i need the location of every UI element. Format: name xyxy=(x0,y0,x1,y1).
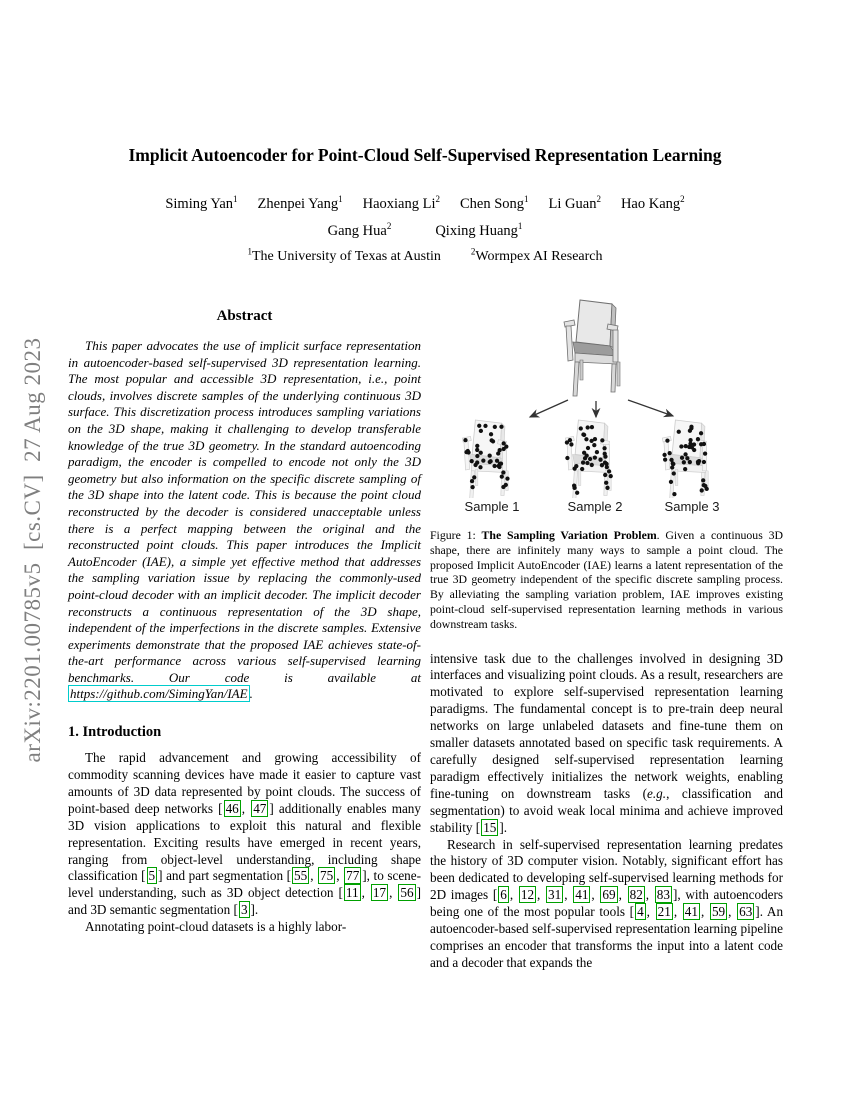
author xyxy=(328,223,392,239)
sample-label-1: Sample 1 xyxy=(464,499,520,514)
author-list-line2 xyxy=(0,223,850,240)
text-segment: Research in self-supervised representation learning predates the history of 3D computer vision. Notably, significant effort has been dedicated to developing self-supervised learning methods for 2D images [ xyxy=(430,836,783,903)
affiliation xyxy=(470,246,603,264)
citation-link[interactable]: 41 xyxy=(575,887,589,903)
arrow-icon xyxy=(628,400,673,416)
citation-link[interactable]: 56 xyxy=(400,885,414,901)
source-chair-illustration xyxy=(564,300,620,396)
affiliation-name: Wormpex AI Research xyxy=(475,249,603,264)
arrow-icon xyxy=(530,400,568,417)
right-paragraph-1 xyxy=(430,651,783,837)
text-segment: , xyxy=(310,868,318,884)
citation-link[interactable]: 55 xyxy=(294,868,308,884)
citation-link[interactable]: 17 xyxy=(372,885,387,901)
sample-chair-3 xyxy=(662,420,709,498)
citation-link[interactable]: 15 xyxy=(483,819,497,835)
author-list-line1 xyxy=(0,196,850,213)
right-column xyxy=(430,298,783,972)
author-name: Chen Song xyxy=(459,196,525,212)
author-name: Li Guan xyxy=(548,196,597,212)
affiliation-superscript: 1 xyxy=(247,246,252,257)
right-paragraph-2 xyxy=(430,837,783,972)
text-segment: , xyxy=(564,887,573,903)
affiliation-superscript: 2 xyxy=(470,246,476,257)
left-column xyxy=(68,300,421,936)
citation-link[interactable]: 12 xyxy=(520,887,535,903)
abstract-heading: Abstract xyxy=(216,308,273,324)
figure-caption xyxy=(430,528,783,632)
author xyxy=(435,223,522,239)
author-name: Zhenpei Yang xyxy=(257,196,339,212)
author-superscript: 1 xyxy=(233,194,238,205)
text-segment: , xyxy=(509,887,518,903)
text-segment: The rapid advancement and growing accessibility of commodity scanning devices have made it easier to capture vast amounts of 3D data represented by point clouds. The success of point-based deep networks [ xyxy=(68,750,421,816)
text-segment: , xyxy=(646,904,655,920)
author-name: Gang Hua xyxy=(327,223,387,239)
text-segment: Annotating point-cloud datasets is a highly labor- xyxy=(85,919,347,935)
citation-link[interactable]: 41 xyxy=(684,904,698,920)
author xyxy=(363,196,440,212)
text-segment: ] and 3D semantic segmentation [ xyxy=(68,885,422,918)
sample-label-3: Sample 3 xyxy=(664,499,720,514)
citation-link[interactable]: 63 xyxy=(739,904,753,920)
text-segment: This paper advocates the use of implicit surface representation in autoencoder-based self-supervised 3D representation learning. The most popular and accessible 3D representation, i.e., point clouds, involves discrete samples of the underlying continuous 3D surface. This discretization process introduces sampling variations on the 3D shape, making it challenging to develop transferable knowledge of the true 3D geometry. In the standard autoencoding paradigm, the encoder is compelled to encode not only the 3D geometry but also information on the specific discrete sampling of the 3D shape into the latent code. This is because the point cloud reconstructed by the decoder is considered unacceptable unless there is a perfect mapping between the original and the reconstructed point clouds. This paper introduces the Implicit AutoEncoder (IAE), a simple yet effective method that addresses the sampling variation issue by replacing the commonly-used point-cloud decoder with an implicit decoder. The implicit decoder reconstructs a continuous representation of the 3D shape, independent of the imperfections in the discrete samples. Extensive experiments demonstrate that the proposed IAE achieves state-of-the-art performance across various self-supervised learning benchmarks. Our code is available at xyxy=(68,338,421,685)
text-segment: ], with autoencoders being one of the most popular tools [ xyxy=(430,887,784,920)
text-segment: ] additionally enables many 3D vision applications to exploit this natural and flexible representation. Exciting results have emerged in recent years, ranging from object-level understanding, including shape classification [ xyxy=(68,800,421,884)
author xyxy=(165,196,237,212)
citation-link[interactable]: 59 xyxy=(711,904,726,920)
text-segment: , xyxy=(336,868,344,884)
sample-labels-row xyxy=(430,499,783,519)
author-name: Hao Kang xyxy=(620,196,681,212)
text-segment: ]. An autoencoder-based self-supervised representation learning pipeline comprises an encoder that transforms the input into a latent code and a decoder that expands the xyxy=(430,904,784,970)
citation-link[interactable]: 75 xyxy=(320,868,334,884)
author-superscript: 2 xyxy=(386,221,392,232)
text-segment: , xyxy=(618,887,627,903)
text-segment: . Given a continuous 3D shape, there are infinitely many ways to sample a point cloud. The proposed Implicit AutoEncoder (IAE) learns a latent representation of the true 3D geometry independent of the specific discrete sampling process. By alleviating the sampling variation problem, IAE improves existing point-cloud self-supervised representation learning methods in various downstream tasks. xyxy=(430,528,783,631)
text-segment: intensive task due to the challenges involved in designing 3D interfaces and visualizing point clouds. As a result, researchers are motivated to explore self-supervised representation learning paradigms. The fundamental concept is to pre-train deep neural networks on large unlabeled datasets and fine-tune them on smaller datasets annotated based on specific task requirements. A carefully designed self-supervised representation learning paradigm effectively initializes the network weights, enabling fine-tuning on downstream tasks ( xyxy=(430,650,783,801)
author-superscript: 2 xyxy=(435,194,440,205)
text-segment: e.g. xyxy=(647,785,667,801)
text-segment: , xyxy=(673,904,682,920)
citation-link[interactable]: 46 xyxy=(225,800,239,816)
text-segment: ] and part segmentation [ xyxy=(158,868,291,884)
author-superscript: 1 xyxy=(524,194,529,205)
citation-link[interactable]: 47 xyxy=(253,800,267,816)
author-name: Haoxiang Li xyxy=(362,196,436,212)
text-segment: , xyxy=(241,800,251,816)
text-segment: , xyxy=(591,887,600,903)
author-superscript: 1 xyxy=(338,194,343,205)
author xyxy=(549,196,601,212)
author-superscript: 1 xyxy=(517,221,523,232)
section-heading-introduction: 1. Introduction xyxy=(68,724,162,741)
text-segment: , xyxy=(645,887,654,903)
citation-link[interactable]: 83 xyxy=(656,887,670,903)
author-superscript: 2 xyxy=(596,194,601,205)
sample-chair-1 xyxy=(462,420,509,498)
citation-link[interactable]: 11 xyxy=(345,885,359,901)
text-segment: , xyxy=(728,904,737,920)
text-segment: ]. xyxy=(499,819,508,835)
arxiv-watermark: arXiv:2201.00785v5 [cs.CV] 27 Aug 2023 xyxy=(20,337,45,763)
citation-link[interactable]: 21 xyxy=(657,904,671,920)
figure-1 xyxy=(430,298,783,520)
text-segment: , xyxy=(389,885,398,901)
affiliation-name: The University of Texas at Austin xyxy=(251,249,441,264)
author xyxy=(258,196,343,212)
author xyxy=(621,196,685,212)
citation-link[interactable]: 77 xyxy=(346,868,360,884)
text-segment: Figure 1: xyxy=(430,528,482,542)
text-segment: . xyxy=(249,686,253,702)
affiliation xyxy=(247,246,441,264)
citation-link[interactable]: 3 xyxy=(240,902,248,918)
citation-link[interactable]: 5 xyxy=(148,868,156,884)
affiliation-line xyxy=(0,246,850,265)
citation-link[interactable]: 69 xyxy=(602,887,616,903)
author xyxy=(460,196,529,212)
citation-link[interactable]: 31 xyxy=(548,887,562,903)
paper-title: Implicit Autoencoder for Point-Cloud Self-Supervised Representation Learning xyxy=(128,145,722,165)
intro-paragraph-1 xyxy=(68,750,421,919)
sample-label-2: Sample 2 xyxy=(567,499,623,514)
text-segment: ]. xyxy=(250,902,259,918)
author-name: Qixing Huang xyxy=(435,223,518,239)
intro-paragraph-2 xyxy=(68,919,421,936)
sample-chair-2 xyxy=(565,420,613,498)
citation-link[interactable]: 82 xyxy=(629,887,643,903)
citation-link[interactable]: 6 xyxy=(500,887,507,903)
code-url-link[interactable]: https://github.com/SimingYan/IAE xyxy=(70,686,248,702)
citation-link[interactable]: 4 xyxy=(637,904,644,920)
text-segment: , xyxy=(700,904,709,920)
text-segment: ], to scene-level understanding, such as 3D object detection [ xyxy=(68,868,422,901)
text-segment: , xyxy=(361,885,370,901)
text-segment: The Sampling Variation Problem xyxy=(481,528,657,542)
author-name: Siming Yan xyxy=(165,196,234,212)
author-superscript: 2 xyxy=(680,194,685,205)
text-segment: , classification and segmentation) to avoid weak local minima and achieve improved stability [ xyxy=(430,785,783,835)
text-segment: , xyxy=(537,887,546,903)
abstract-text xyxy=(68,338,421,703)
sampling-variation-illustration xyxy=(430,298,783,498)
